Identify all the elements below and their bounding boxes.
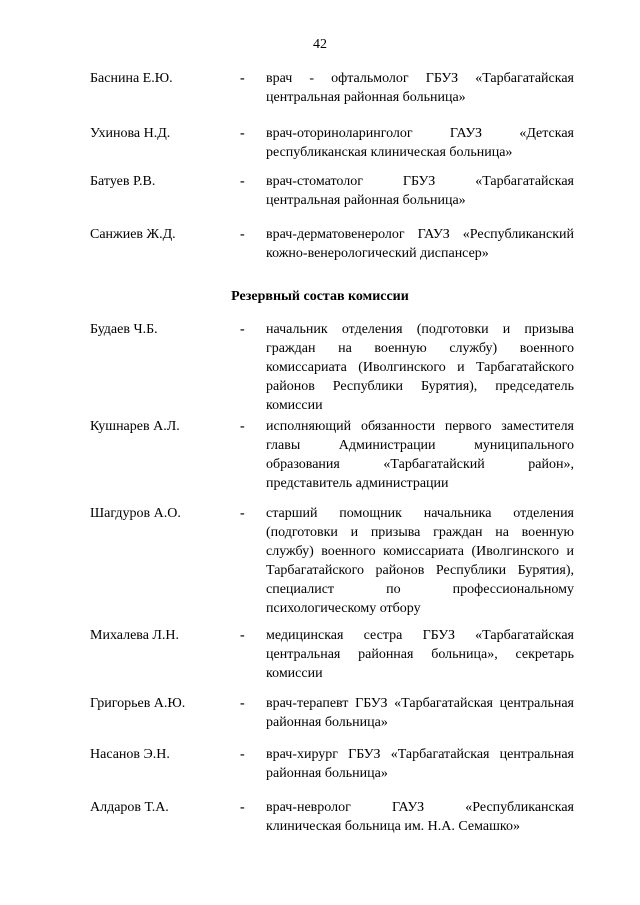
member-position: врач-хирург ГБУЗ «Тарбагатайская центральная районная больница» bbox=[266, 747, 574, 781]
member-entry bbox=[90, 225, 574, 263]
member-entry bbox=[90, 694, 574, 732]
dash-separator: - bbox=[240, 696, 245, 711]
member-position: начальник отделения (подготовки и призыва граждан на военную службу) военного комиссариата (Иволгинского и Тарбагатайского районов Республики Бурятия), председатель комиссии bbox=[266, 322, 574, 413]
dash-separator: - bbox=[240, 227, 245, 242]
member-position: медицинская сестра ГБУЗ «Тарбагатайская центральная районная больница», секретарь комиссии bbox=[266, 628, 574, 681]
section-heading: Резервный состав комиссии bbox=[231, 289, 409, 304]
member-name: Баснина Е.Ю. bbox=[90, 71, 173, 86]
member-position: врач - офтальмолог ГБУЗ «Тарбагатайская центральная районная больница» bbox=[266, 71, 574, 105]
member-name: Кушнарев А.Л. bbox=[90, 419, 180, 434]
member-position: исполняющий обязанности первого заместителя главы Администрации муниципального образования «Тарбагатайский район», представитель администрации bbox=[266, 419, 574, 491]
dash-separator: - bbox=[240, 800, 245, 815]
dash-separator: - bbox=[240, 628, 245, 643]
member-name: Насанов Э.Н. bbox=[90, 747, 170, 762]
member-name: Ухинова Н.Д. bbox=[90, 126, 171, 141]
page-number: 42 bbox=[313, 37, 327, 52]
dash-separator: - bbox=[240, 126, 245, 141]
dash-separator: - bbox=[240, 322, 245, 337]
member-name: Шагдуров А.О. bbox=[90, 506, 181, 521]
member-entry bbox=[90, 69, 574, 107]
dash-separator: - bbox=[240, 747, 245, 762]
member-entry bbox=[90, 626, 574, 683]
member-name: Батуев Р.В. bbox=[90, 174, 156, 189]
member-position: врач-стоматолог ГБУЗ «Тарбагатайская центральная районная больница» bbox=[266, 174, 574, 208]
member-position: врач-невролог ГАУЗ «Республиканская клиническая больница им. Н.А. Семашко» bbox=[266, 800, 574, 834]
member-entry bbox=[90, 320, 574, 415]
dash-separator: - bbox=[240, 419, 245, 434]
dash-separator: - bbox=[240, 174, 245, 189]
member-position: врач-оториноларинголог ГАУЗ «Детская республиканская клиническая больница» bbox=[266, 126, 574, 160]
member-entry bbox=[90, 798, 574, 836]
member-position: врач-терапевт ГБУЗ «Тарбагатайская центральная районная больница» bbox=[266, 696, 574, 730]
dash-separator: - bbox=[240, 506, 245, 521]
member-name: Михалева Л.Н. bbox=[90, 628, 180, 643]
member-entry bbox=[90, 504, 574, 618]
member-entry bbox=[90, 172, 574, 210]
member-name: Алдаров Т.А. bbox=[90, 800, 169, 815]
member-position: старший помощник начальника отделения (подготовки и призыва граждан на военную службу) военного комиссариата (Иволгинского и Тарбагатайского районов Республики Бурятия), специалист по профессиональному психологическому отбору bbox=[266, 506, 574, 616]
member-entry bbox=[90, 745, 574, 783]
dash-separator: - bbox=[240, 71, 245, 86]
member-position: врач-дерматовенеролог ГАУЗ «Республиканский кожно-венерологический диспансер» bbox=[266, 227, 574, 261]
member-name: Будаев Ч.Б. bbox=[90, 322, 158, 337]
member-entry bbox=[90, 124, 574, 162]
member-entry bbox=[90, 417, 574, 493]
member-name: Санжиев Ж.Д. bbox=[90, 227, 176, 242]
member-name: Григорьев А.Ю. bbox=[90, 696, 186, 711]
